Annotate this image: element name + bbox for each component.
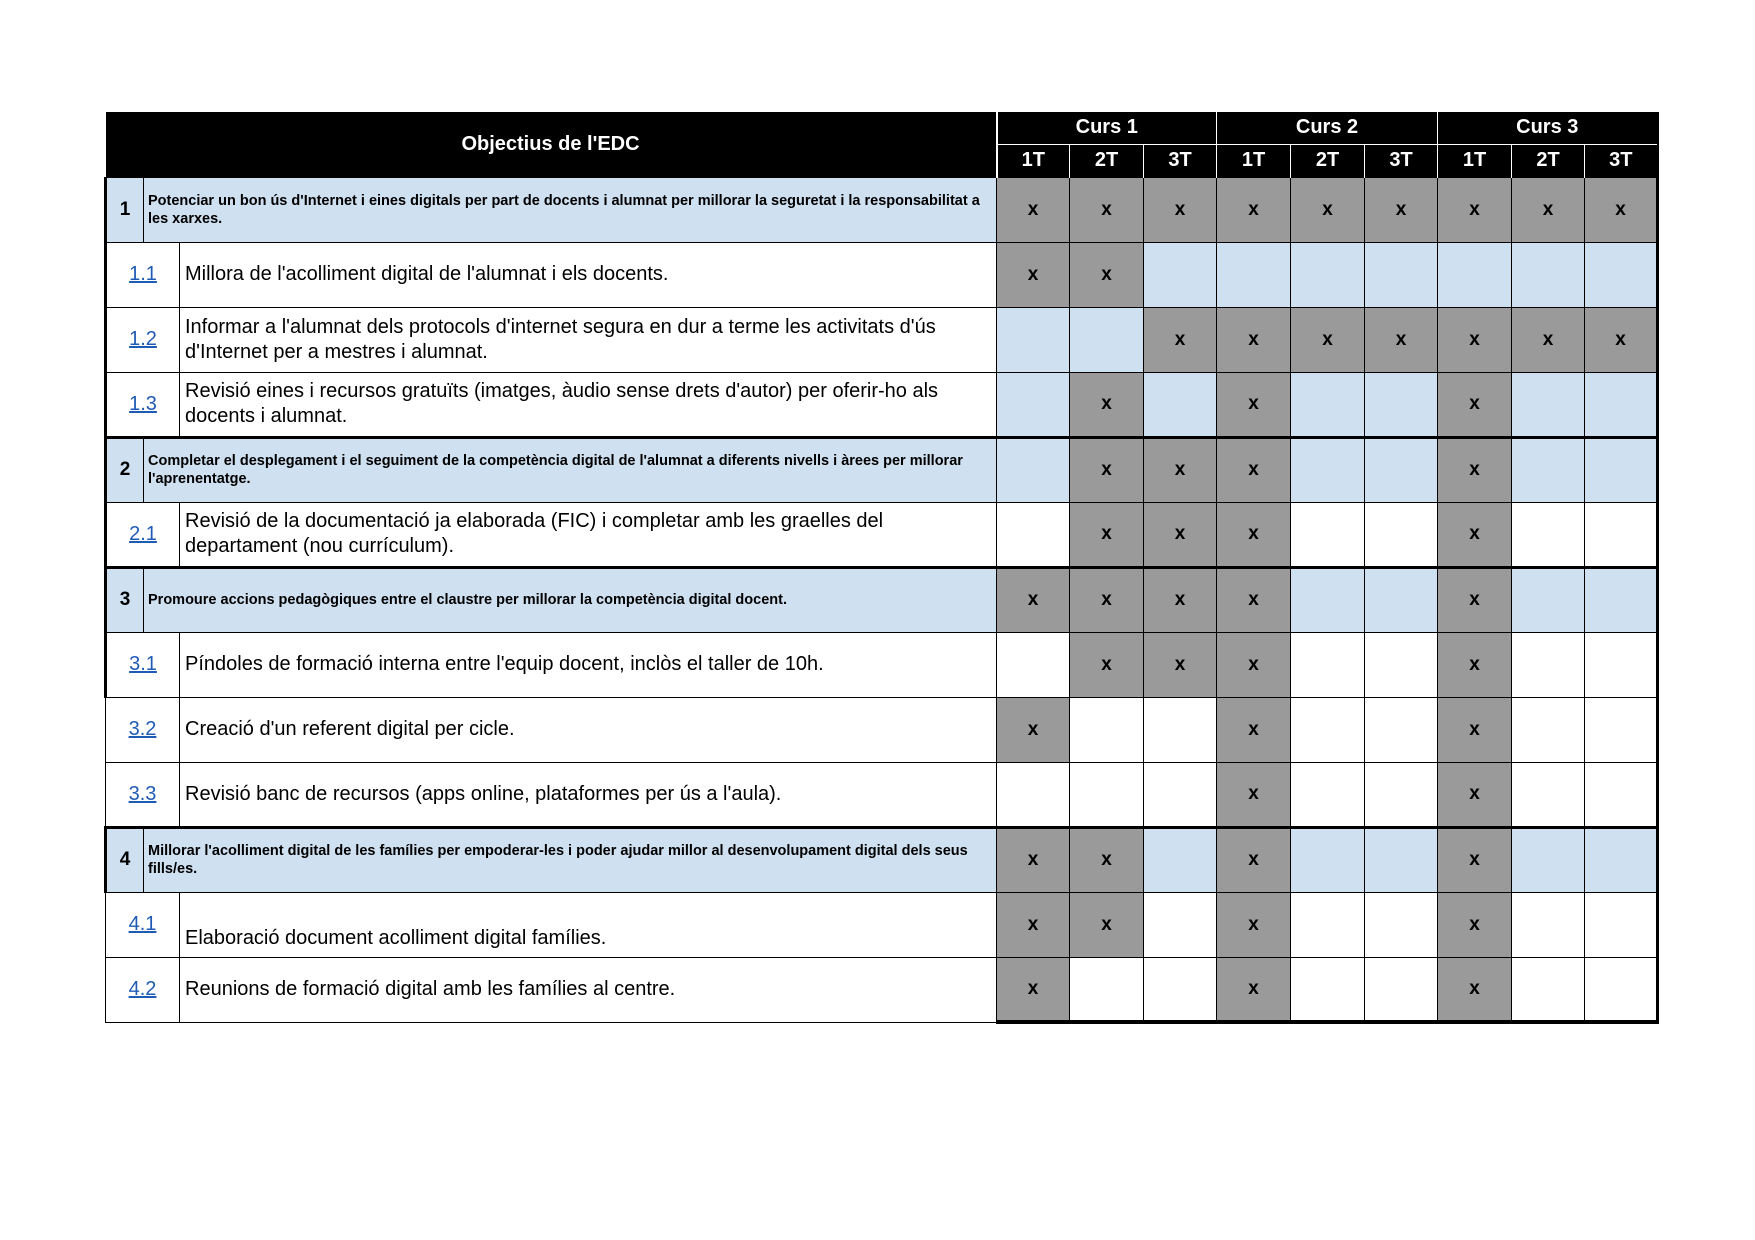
action-link[interactable]: 3.3 [128, 782, 157, 805]
term-header: 1T [1217, 144, 1291, 177]
schedule-cell[interactable]: x [1438, 372, 1512, 437]
schedule-cell[interactable]: x [1217, 632, 1291, 697]
schedule-cell[interactable] [1070, 957, 1144, 1022]
schedule-cell[interactable] [1512, 437, 1585, 502]
schedule-cell[interactable] [1585, 827, 1658, 892]
schedule-cell[interactable] [1585, 762, 1658, 827]
schedule-cell[interactable]: x [997, 567, 1070, 632]
schedule-cell[interactable]: x [1438, 502, 1512, 567]
schedule-cell[interactable]: x [1438, 957, 1512, 1022]
schedule-cell[interactable] [1365, 827, 1438, 892]
schedule-cell[interactable]: x [1217, 957, 1291, 1022]
course-header-3: Curs 3 [1438, 112, 1658, 144]
schedule-cell[interactable] [1291, 762, 1365, 827]
course-header-1: Curs 1 [997, 112, 1217, 144]
schedule-cell[interactable] [1291, 437, 1365, 502]
schedule-cell[interactable]: x [1070, 567, 1144, 632]
schedule-cell[interactable]: x [1144, 632, 1217, 697]
action-text: Millora de l'acolliment digital de l'alumnat i els docents. [180, 242, 997, 307]
schedule-cell[interactable] [997, 307, 1070, 372]
action-number-cell [106, 632, 180, 697]
schedule-cell[interactable] [1585, 567, 1658, 632]
schedule-cell[interactable] [1512, 697, 1585, 762]
schedule-cell[interactable] [1585, 892, 1658, 957]
schedule-cell[interactable] [1291, 957, 1365, 1022]
schedule-cell[interactable]: x [1217, 567, 1291, 632]
schedule-cell[interactable]: x [1438, 827, 1512, 892]
schedule-cell[interactable] [1585, 502, 1658, 567]
schedule-cell[interactable]: x [1585, 177, 1658, 242]
action-number-cell [106, 242, 180, 307]
schedule-cell[interactable] [1144, 697, 1217, 762]
action-row [106, 762, 1658, 827]
goal-text: Potenciar un bon ús d'Internet i eines digitals per part de docents i alumnat per millorar la seguretat i la responsabilitat a les xarxes. [144, 177, 997, 242]
edc-objectives-table [104, 112, 1659, 1024]
schedule-cell[interactable] [1512, 242, 1585, 307]
schedule-cell[interactable]: x [1217, 892, 1291, 957]
action-row [106, 697, 1658, 762]
goal-text: Completar el desplegament i el seguiment de la competència digital de l'alumnat a diferents nivells i àrees per millorar l'aprenentatge. [144, 437, 997, 502]
schedule-cell[interactable] [1217, 242, 1291, 307]
goal-text: Millorar l'acolliment digital de les famílies per empoderar-les i poder ajudar millor al desenvolupament digital dels seus fills/es. [144, 827, 997, 892]
schedule-cell[interactable] [1291, 242, 1365, 307]
schedule-cell[interactable] [1512, 567, 1585, 632]
schedule-cell[interactable]: x [1217, 827, 1291, 892]
schedule-cell[interactable] [1291, 892, 1365, 957]
schedule-cell[interactable]: x [1512, 177, 1585, 242]
schedule-cell[interactable]: x [1144, 177, 1217, 242]
schedule-cell[interactable]: x [1291, 177, 1365, 242]
schedule-cell[interactable]: x [1144, 567, 1217, 632]
schedule-cell[interactable] [1512, 632, 1585, 697]
schedule-cell[interactable]: x [1144, 307, 1217, 372]
schedule-cell[interactable]: x [997, 242, 1070, 307]
schedule-cell[interactable] [997, 502, 1070, 567]
schedule-cell[interactable] [997, 437, 1070, 502]
schedule-cell[interactable] [1512, 957, 1585, 1022]
schedule-cell[interactable]: x [1585, 307, 1658, 372]
schedule-cell[interactable]: x [1438, 762, 1512, 827]
schedule-cell[interactable]: x [1217, 437, 1291, 502]
schedule-cell[interactable]: x [997, 697, 1070, 762]
goal-number: 1 [106, 177, 144, 242]
schedule-cell[interactable] [1585, 697, 1658, 762]
goal-number: 3 [106, 567, 144, 632]
action-link[interactable]: 3.2 [128, 718, 157, 740]
term-header: 3T [1585, 144, 1658, 177]
schedule-cell[interactable] [1291, 372, 1365, 437]
schedule-cell[interactable] [1365, 372, 1438, 437]
action-number-cell [106, 307, 180, 372]
schedule-cell[interactable] [997, 632, 1070, 697]
action-row [106, 307, 1658, 372]
schedule-cell[interactable] [1365, 437, 1438, 502]
goal-number: 4 [106, 827, 144, 892]
term-header: 3T [1144, 144, 1217, 177]
schedule-cell[interactable]: x [1291, 307, 1365, 372]
action-row [106, 372, 1658, 437]
course-header-2: Curs 2 [1217, 112, 1438, 144]
schedule-cell[interactable] [1512, 372, 1585, 437]
action-row [106, 502, 1658, 567]
table-body [106, 177, 1658, 1022]
schedule-cell[interactable]: x [1217, 177, 1291, 242]
schedule-cell[interactable]: x [1070, 502, 1144, 567]
schedule-cell[interactable] [1144, 957, 1217, 1022]
schedule-cell[interactable]: x [1438, 177, 1512, 242]
action-text: Creació d'un referent digital per cicle. [180, 697, 997, 762]
schedule-cell[interactable]: x [997, 827, 1070, 892]
schedule-cell[interactable]: x [1217, 762, 1291, 827]
schedule-cell[interactable]: x [1070, 437, 1144, 502]
schedule-cell[interactable] [1365, 567, 1438, 632]
action-row [106, 957, 1658, 1022]
schedule-cell[interactable]: x [1217, 372, 1291, 437]
schedule-cell[interactable] [1144, 892, 1217, 957]
action-row [106, 892, 1658, 957]
schedule-cell[interactable] [1365, 762, 1438, 827]
schedule-cell[interactable] [1512, 502, 1585, 567]
action-text: Revisió eines i recursos gratuïts (imatges, àudio sense drets d'autor) per oferir-ho als docents i alumnat. [180, 372, 997, 437]
schedule-cell[interactable]: x [1217, 697, 1291, 762]
action-text: Informar a l'alumnat dels protocols d'internet segura en dur a terme les activitats d'ús d'Internet per a mestres i alumnat. [180, 307, 997, 372]
schedule-cell[interactable] [1365, 502, 1438, 567]
schedule-cell[interactable] [1512, 892, 1585, 957]
schedule-cell[interactable] [1144, 827, 1217, 892]
term-header: 3T [1365, 144, 1438, 177]
goal-row [106, 437, 1658, 502]
schedule-cell[interactable]: x [1438, 892, 1512, 957]
action-link[interactable]: 1.1 [129, 263, 157, 285]
schedule-cell[interactable] [1365, 957, 1438, 1022]
schedule-cell[interactable] [1144, 242, 1217, 307]
schedule-cell[interactable] [1585, 372, 1658, 437]
action-number-cell [106, 762, 180, 827]
action-link[interactable]: 3.1 [129, 653, 157, 675]
action-text: Reunions de formació digital amb les famílies al centre. [180, 957, 997, 1022]
schedule-cell[interactable] [1585, 632, 1658, 697]
schedule-cell[interactable] [1070, 697, 1144, 762]
term-header: 2T [1512, 144, 1585, 177]
term-header: 2T [1291, 144, 1365, 177]
schedule-cell[interactable] [1144, 762, 1217, 827]
schedule-cell[interactable] [1070, 762, 1144, 827]
schedule-cell[interactable]: x [1217, 502, 1291, 567]
schedule-cell[interactable] [1070, 307, 1144, 372]
schedule-cell[interactable]: x [1070, 372, 1144, 437]
schedule-cell[interactable] [1365, 242, 1438, 307]
action-text: Revisió de la documentació ja elaborada (FIC) i completar amb les graelles del departament (nou currículum). [180, 502, 997, 567]
schedule-cell[interactable]: x [1438, 307, 1512, 372]
schedule-cell[interactable]: x [1438, 632, 1512, 697]
action-number-cell [106, 502, 180, 567]
schedule-cell[interactable]: x [1070, 827, 1144, 892]
schedule-cell[interactable] [1585, 242, 1658, 307]
schedule-cell[interactable]: x [1512, 307, 1585, 372]
schedule-cell[interactable]: x [997, 957, 1070, 1022]
schedule-cell[interactable] [1512, 762, 1585, 827]
action-row [106, 242, 1658, 307]
action-text: Revisió banc de recursos (apps online, plataformes per ús a l'aula). [180, 762, 997, 827]
action-link[interactable]: 1.3 [129, 392, 157, 415]
schedule-cell[interactable] [997, 372, 1070, 437]
goal-row [106, 567, 1658, 632]
schedule-cell[interactable]: x [1144, 502, 1217, 567]
action-number-cell [106, 892, 180, 957]
schedule-cell[interactable] [1365, 697, 1438, 762]
action-text: Píndoles de formació interna entre l'equip docent, inclòs el taller de 10h. [180, 632, 997, 697]
schedule-cell[interactable] [1512, 827, 1585, 892]
schedule-cell[interactable]: x [1438, 697, 1512, 762]
schedule-cell[interactable] [1585, 957, 1658, 1022]
action-row [106, 632, 1658, 697]
action-number-cell [106, 697, 180, 762]
schedule-cell[interactable] [997, 762, 1070, 827]
schedule-cell[interactable] [1291, 502, 1365, 567]
schedule-cell[interactable]: x [1144, 437, 1217, 502]
action-number-cell [106, 957, 180, 1022]
schedule-cell[interactable] [1365, 632, 1438, 697]
action-link[interactable]: 4.2 [128, 978, 157, 1000]
schedule-cell[interactable] [1585, 437, 1658, 502]
action-link[interactable]: 4.1 [128, 913, 157, 935]
action-link[interactable]: 2.1 [129, 522, 157, 545]
term-header: 1T [1438, 144, 1512, 177]
schedule-cell[interactable]: x [1438, 567, 1512, 632]
schedule-cell[interactable]: x [1070, 892, 1144, 957]
schedule-cell[interactable]: x [1070, 242, 1144, 307]
schedule-cell[interactable] [1291, 697, 1365, 762]
action-number-cell [106, 372, 180, 437]
schedule-cell[interactable] [1291, 632, 1365, 697]
schedule-cell[interactable]: x [997, 177, 1070, 242]
schedule-cell[interactable]: x [1070, 177, 1144, 242]
goal-row [106, 177, 1658, 242]
table-title: Objectius de l'EDC [106, 112, 997, 177]
schedule-cell[interactable] [1365, 892, 1438, 957]
schedule-cell[interactable]: x [1438, 437, 1512, 502]
schedule-cell[interactable]: x [997, 892, 1070, 957]
schedule-cell[interactable] [1291, 827, 1365, 892]
schedule-cell[interactable]: x [1070, 632, 1144, 697]
schedule-cell[interactable]: x [1365, 307, 1438, 372]
action-text: Elaboració document acolliment digital famílies. [180, 892, 997, 957]
term-header: 2T [1070, 144, 1144, 177]
schedule-cell[interactable] [1144, 372, 1217, 437]
term-header: 1T [997, 144, 1070, 177]
schedule-cell[interactable]: x [1217, 307, 1291, 372]
schedule-cell[interactable] [1291, 567, 1365, 632]
goal-row [106, 827, 1658, 892]
schedule-cell[interactable]: x [1365, 177, 1438, 242]
goal-text: Promoure accions pedagògiques entre el claustre per millorar la competència digital docent. [144, 567, 997, 632]
goal-number: 2 [106, 437, 144, 502]
action-link[interactable]: 1.2 [129, 328, 157, 350]
schedule-cell[interactable] [1438, 242, 1512, 307]
